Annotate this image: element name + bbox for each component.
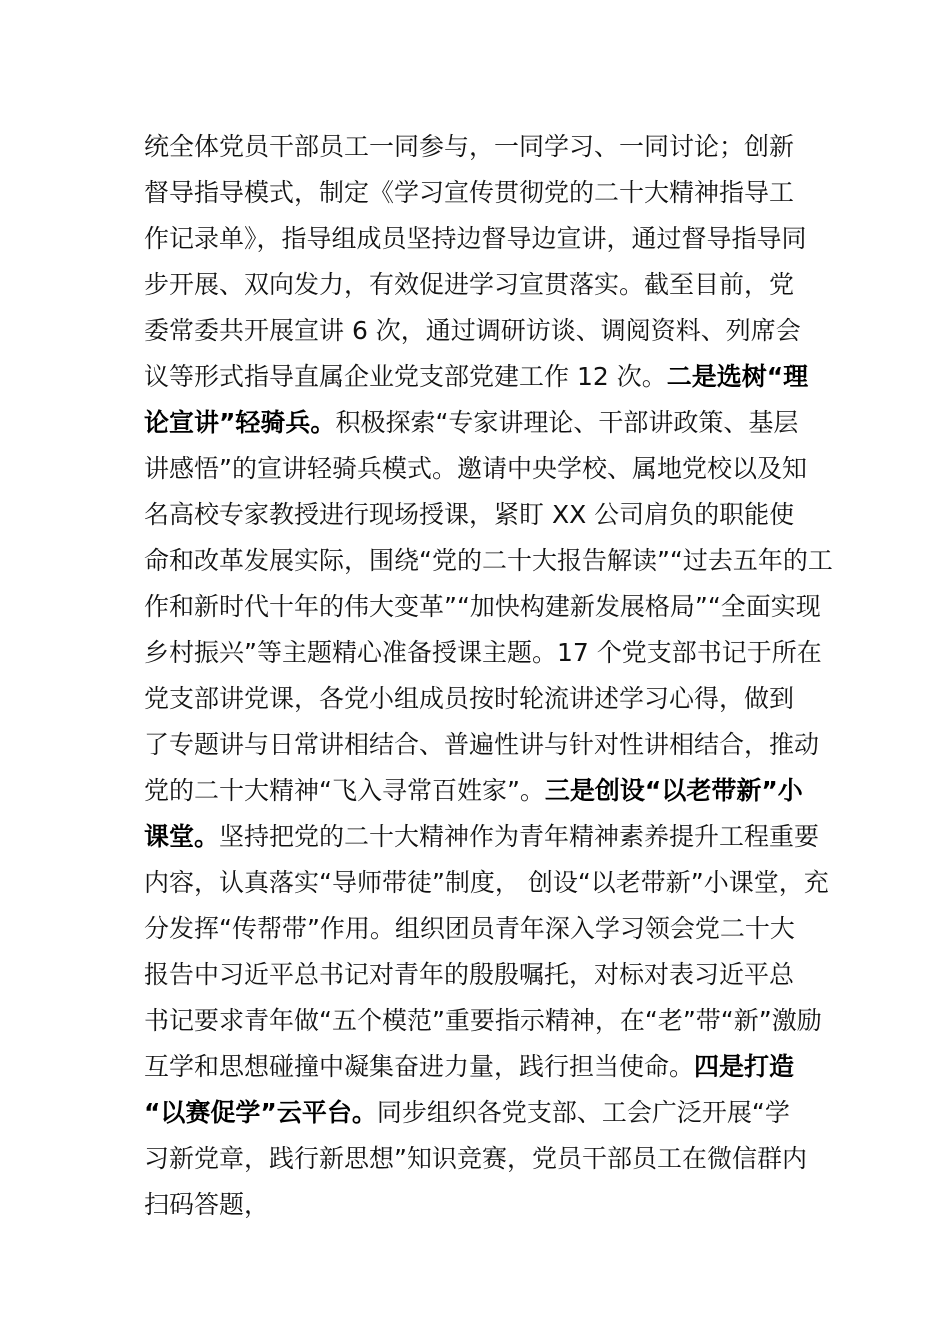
text-span: 了专题讲与日常讲相结合、普遍性讲与针对性讲相结合，推动 bbox=[144, 730, 820, 759]
text-line-20 bbox=[144, 998, 824, 1044]
text-span: 步开展、双向发力，有效促进学习宣贯落实。截至目前，党 bbox=[144, 270, 795, 299]
text-line-23 bbox=[144, 1136, 824, 1182]
text-line-11 bbox=[144, 584, 824, 630]
text-span: 督导指导模式，制定《学习宣传贯彻党的二十大精神指导工 bbox=[144, 178, 795, 207]
body-text bbox=[144, 124, 833, 1228]
text-line-8 bbox=[144, 446, 824, 492]
text-line-4 bbox=[144, 262, 824, 308]
text-span: 书记要求青年做“五个模范”重要指示精神，在“老”带“新”激励 bbox=[144, 1006, 822, 1035]
text-line-13 bbox=[144, 676, 824, 722]
text-span: 积极探索“专家讲理论、干部讲政策、基层 bbox=[335, 408, 799, 437]
text-span: 乡村振兴”等主题精心准备授课主题。17 个党支部书记于所在 bbox=[144, 638, 822, 667]
text-line-15 bbox=[144, 768, 824, 814]
text-span: 党的二十大精神“飞入寻常百姓家”。 bbox=[144, 776, 545, 805]
bold-heading-span: 四是打造 bbox=[694, 1052, 795, 1081]
bold-heading-span: 课堂。 bbox=[144, 822, 220, 851]
text-span: 扫码答题， bbox=[144, 1190, 270, 1219]
bold-heading-span: 论宣讲”轻骑兵。 bbox=[144, 408, 336, 437]
text-span: 统全体党员干部员工一同参与，一同学习、一同讨论；创新 bbox=[144, 132, 795, 161]
text-line-22 bbox=[144, 1090, 824, 1136]
text-span: 坚持把党的二十大精神作为青年精神素养提升工程重要 bbox=[219, 822, 820, 851]
text-span: 作记录单》，指导组成员坚持边督导边宣讲，通过督导指导同 bbox=[144, 224, 807, 253]
text-line-5 bbox=[144, 308, 824, 354]
text-span: 党支部讲党课，各党小组成员按时轮流讲述学习心得，做到 bbox=[144, 684, 795, 713]
text-line-24 bbox=[144, 1182, 824, 1228]
text-line-3 bbox=[144, 216, 824, 262]
text-span: 命和改革发展实际，围绕“党的二十大报告解读”“过去五年的工 bbox=[144, 546, 833, 575]
text-line-7 bbox=[144, 400, 824, 446]
text-span: 习新党章，践行新思想”知识竞赛，党员干部员工在微信群内 bbox=[144, 1144, 807, 1173]
text-span: 同步组织各党支部、工会广泛开展“学 bbox=[376, 1098, 790, 1127]
text-line-19 bbox=[144, 952, 824, 998]
text-line-10 bbox=[144, 538, 833, 584]
bold-heading-span: 三是创设“以老带新”小 bbox=[544, 776, 803, 805]
text-line-17 bbox=[144, 860, 829, 906]
text-line-1 bbox=[144, 124, 824, 170]
bold-heading-span: 二是选树“理 bbox=[666, 362, 809, 391]
text-line-6 bbox=[144, 354, 824, 400]
text-span: 互学和思想碰撞中凝集奋进力量，践行担当使命。 bbox=[144, 1052, 695, 1081]
text-span: 议等形式指导直属企业党支部党建工作 12 次。 bbox=[144, 362, 667, 391]
text-line-21 bbox=[144, 1044, 824, 1090]
text-span: 内容，认真落实“导师带徒”制度， 创设“以老带新”小课堂，充 bbox=[144, 868, 829, 897]
text-line-2 bbox=[144, 170, 824, 216]
bold-heading-span: “以赛促学”云平台。 bbox=[144, 1098, 377, 1127]
text-span: 分发挥“传帮带”作用。组织团员青年深入学习领会党二十大 bbox=[144, 914, 795, 943]
text-span: 名高校专家教授进行现场授课，紧盯 XX 公司肩负的职能使 bbox=[144, 500, 795, 529]
text-line-12 bbox=[144, 630, 824, 676]
text-span: 委常委共开展宣讲 6 次，通过调研访谈、调阅资料、列席会 bbox=[144, 316, 801, 345]
text-line-9 bbox=[144, 492, 824, 538]
text-span: 讲感悟”的宣讲轻骑兵模式。邀请中央学校、属地党校以及知 bbox=[144, 454, 807, 483]
text-span: 作和新时代十年的伟大变革”“加快构建新发展格局”“全面实现 bbox=[144, 592, 821, 621]
text-line-18 bbox=[144, 906, 824, 952]
text-line-16 bbox=[144, 814, 824, 860]
text-span: 报告中习近平总书记对青年的殷殷嘱托，对标对表习近平总 bbox=[144, 960, 795, 989]
text-line-14 bbox=[144, 722, 824, 768]
